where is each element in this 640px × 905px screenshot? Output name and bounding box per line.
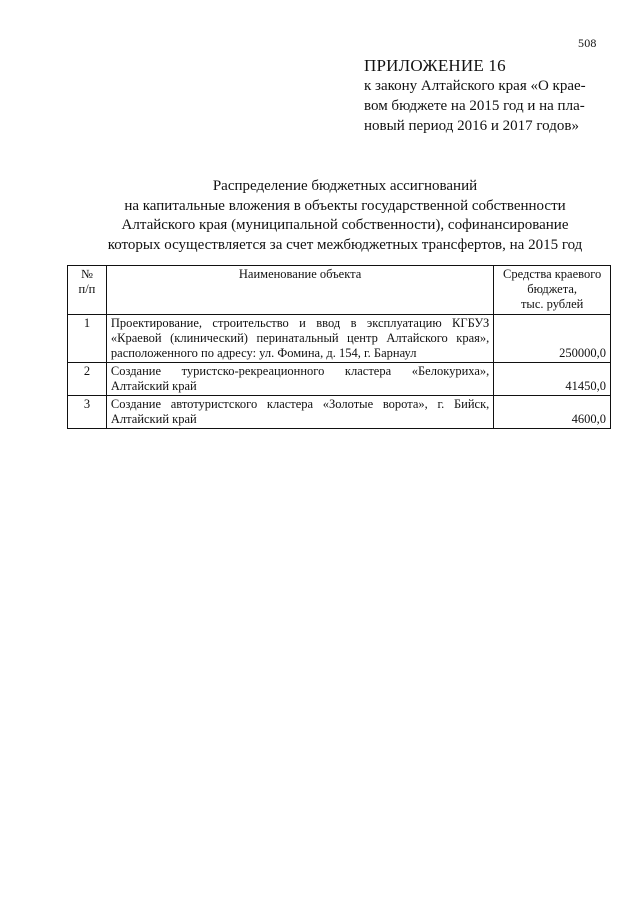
appendix-line: к закону Алтайского края «О крае-: [364, 78, 586, 94]
appendix-block: [364, 56, 614, 136]
header-number: [68, 266, 107, 315]
row-amount: 4600,0: [494, 396, 611, 429]
table-row: [68, 396, 611, 429]
row-number: 3: [68, 396, 107, 429]
appendix-line: вом бюджете на 2015 год и на пла-: [364, 98, 585, 114]
row-number: 1: [68, 315, 107, 363]
page-number: 508: [578, 36, 597, 50]
header-amount: [494, 266, 611, 315]
header-amount-line: тыс. рублей: [520, 297, 584, 311]
header-number-abbr: п/п: [78, 282, 96, 296]
table-header-row: [68, 266, 611, 315]
heading-line: на капитальные вложения в объекты государственной собственности: [124, 197, 566, 214]
row-number: 2: [68, 363, 107, 396]
appendix-line: новый период 2016 и 2017 годов»: [364, 118, 579, 134]
table-row: [68, 315, 611, 363]
header-object-name: Наименование объекта: [106, 266, 493, 315]
heading-line: Алтайского края (муниципальной собственности), софинансирование: [121, 217, 569, 233]
header-amount-line: Средства краевого: [502, 267, 602, 281]
row-object-name: Создание автотуристского кластера «Золотые ворота», г. Бийск, Алтайский край: [106, 396, 493, 429]
table-row: [68, 363, 611, 396]
appendix-title: ПРИЛОЖЕНИЕ 16: [364, 56, 506, 75]
header-amount-line: бюджета,: [527, 282, 578, 296]
heading-line: Распределение бюджетных ассигнований: [212, 178, 478, 194]
row-amount: 41450,0: [494, 363, 611, 396]
heading-line: которых осуществляется за счет межбюджетных трансфертов, на 2015 год: [107, 236, 583, 253]
header-number-symbol: №: [80, 267, 93, 281]
budget-allocation-table: [67, 265, 611, 429]
row-amount: 250000,0: [494, 315, 611, 363]
document-heading: [80, 177, 610, 255]
row-object-name: Создание туристско-рекреационного кластера «Белокуриха», Алтайский край: [106, 363, 493, 396]
row-object-name: Проектирование, строительство и ввод в эксплуатацию КГБУЗ «Краевой (клинический) перинатальный центр Алтайского края», расположенного по адресу: ул. Фомина, д. 154, г. Барнаул: [106, 315, 493, 363]
